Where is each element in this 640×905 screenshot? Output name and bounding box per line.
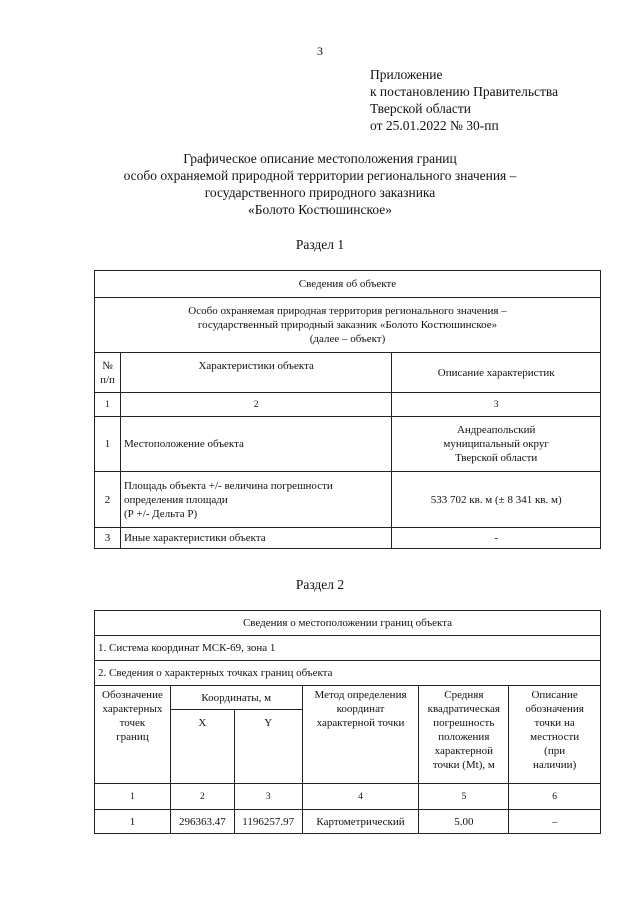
- table-row: [95, 528, 601, 549]
- col-point-header: [95, 686, 171, 784]
- appendix-block: [370, 66, 558, 134]
- page-number: 3: [317, 44, 323, 58]
- col-descr-header: [509, 686, 601, 784]
- header-line: местности: [530, 731, 580, 743]
- point-descr: –: [509, 810, 601, 834]
- points-header: 2. Сведения о характерных точках границ объекта: [95, 661, 601, 686]
- row-char-line: Иные характеристики объекта: [123, 532, 266, 544]
- col-index: 3: [234, 784, 302, 810]
- header-line: Средняя: [444, 689, 484, 701]
- title-line: особо охраняемой природной территории регионального значения –: [123, 168, 517, 183]
- boundary-info-table: [94, 610, 601, 834]
- header-line: наличии): [533, 759, 577, 771]
- row-char: [120, 417, 391, 472]
- row-desc-line: Тверской области: [455, 452, 538, 464]
- col-index: 2: [120, 393, 391, 417]
- title-line: Графическое описание местоположения границ: [183, 151, 457, 166]
- col-method-header: [302, 686, 419, 784]
- appendix-line: Тверской области: [370, 101, 471, 116]
- header-line: погрешность: [433, 717, 495, 729]
- col-x-header: X: [170, 710, 234, 784]
- row-char-line: Площадь объекта +/- величина погрешности: [123, 479, 333, 492]
- table-header: Сведения о местоположении границ объекта: [95, 611, 601, 636]
- section2-heading: Раздел 2: [295, 577, 345, 592]
- object-info-table: [94, 270, 601, 549]
- row-desc: [392, 417, 601, 472]
- header-line: (при: [544, 745, 566, 757]
- row-desc-line: 533 702 кв. м (± 8 341 кв. м): [430, 493, 562, 506]
- col-coords-header: Координаты, м: [170, 686, 302, 710]
- object-line: Особо охраняемая природная территория регионального значения –: [188, 305, 507, 317]
- document-title: [0, 150, 640, 218]
- header-line: границ: [116, 731, 149, 743]
- col-index: 1: [95, 784, 171, 810]
- appendix-line: Приложение: [370, 67, 443, 82]
- header-line: обозначения: [525, 703, 584, 715]
- col-index: 1: [95, 393, 121, 417]
- appendix-line: от 25.01.2022 № 30-пп: [370, 118, 499, 133]
- row-num: 2: [95, 472, 121, 528]
- col-index: 3: [392, 393, 601, 417]
- appendix-line: к постановлению Правительства: [370, 84, 559, 99]
- col-index: 2: [170, 784, 234, 810]
- header-line: квадратическая: [427, 703, 500, 715]
- header-line: точки на: [534, 717, 575, 729]
- table-header: Сведения об объекте: [95, 271, 601, 298]
- header-line: характерных: [102, 703, 163, 715]
- col-index: 4: [302, 784, 419, 810]
- row-desc-line: -: [494, 532, 499, 544]
- title-line: государственного природного заказника: [204, 185, 436, 200]
- point-y: 1196257.97: [234, 810, 302, 834]
- row-char-line: определения площади: [123, 493, 228, 506]
- col-error-header: [419, 686, 509, 784]
- row-char: [120, 472, 391, 528]
- col-y-header: Y: [234, 710, 302, 784]
- header-line: Обозначение: [102, 689, 163, 701]
- row-desc: [392, 528, 601, 549]
- row-char-line: Местоположение объекта: [123, 438, 244, 450]
- row-char-line: (Р +/- Дельта Р): [123, 507, 198, 520]
- table-row: [95, 472, 601, 528]
- row-num: 3: [95, 528, 121, 549]
- title-line: «Болото Костюшинское»: [248, 202, 392, 217]
- header-line: Описание: [531, 689, 578, 701]
- header-line: координат: [336, 703, 385, 715]
- object-line: (далее – объект): [309, 333, 386, 345]
- point-method: Картометрический: [302, 810, 419, 834]
- table-row: [95, 417, 601, 472]
- row-desc-line: Андреапольский: [456, 424, 536, 436]
- col-num-header: № п/п: [95, 353, 121, 393]
- section1-heading: Раздел 1: [295, 237, 345, 252]
- col-index: 6: [509, 784, 601, 810]
- point-error: 5.00: [419, 810, 509, 834]
- row-num: 1: [95, 417, 121, 472]
- header-line: точек: [119, 717, 146, 729]
- table-row: [95, 810, 601, 834]
- header-line: характерной точки: [316, 717, 405, 729]
- row-desc-line: муниципальный округ: [443, 438, 549, 450]
- header-line: Метод определения: [314, 689, 407, 701]
- header-line: положения: [438, 731, 490, 743]
- header-line: характерной: [434, 745, 493, 757]
- object-name-cell: [95, 298, 601, 353]
- point-id: 1: [95, 810, 171, 834]
- point-x: 296363.47: [170, 810, 234, 834]
- col-char-header: Характеристики объекта: [120, 353, 391, 393]
- row-desc: [392, 472, 601, 528]
- coordinate-system: 1. Система координат МСК-69, зона 1: [95, 636, 601, 661]
- object-line: государственный природный заказник «Болото Костюшинское»: [197, 319, 498, 331]
- row-char: [120, 528, 391, 549]
- col-index: 5: [419, 784, 509, 810]
- col-desc-header: Описание характеристик: [392, 353, 601, 393]
- header-line: точки (Mt), м: [432, 759, 495, 771]
